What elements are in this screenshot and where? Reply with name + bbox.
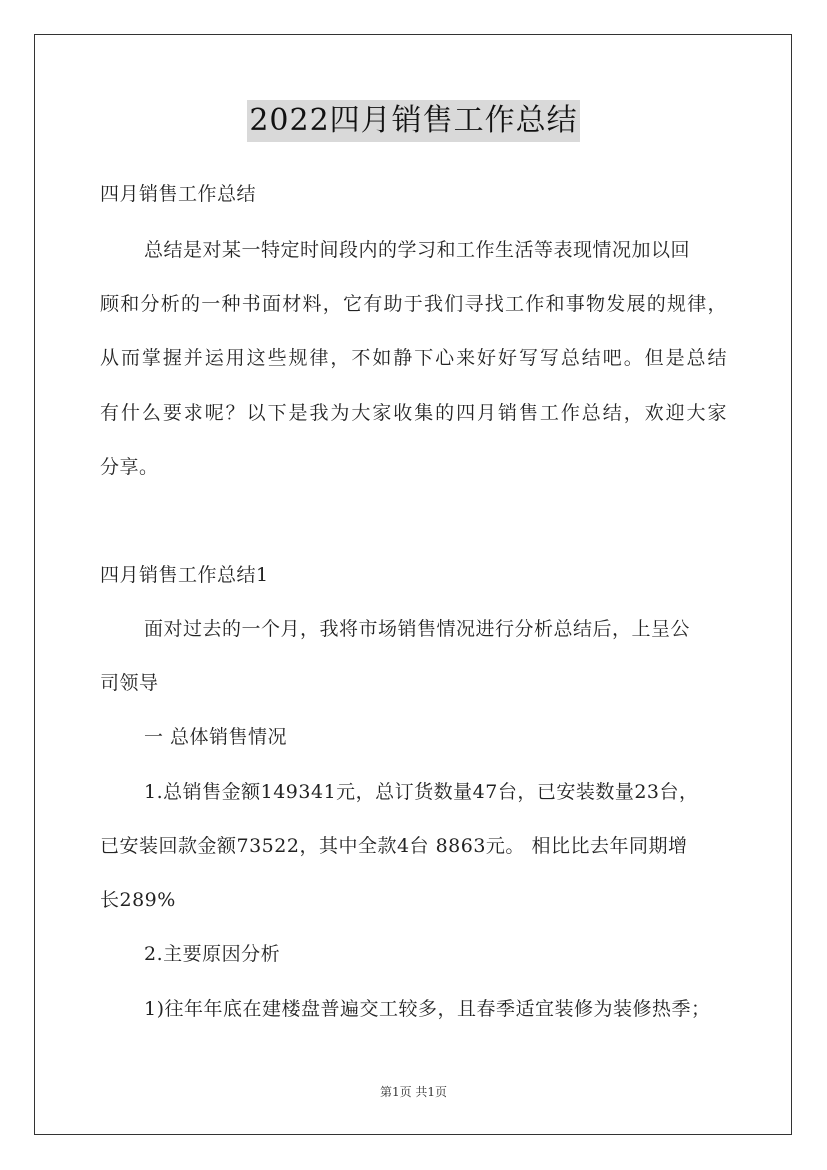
section-heading: 四月销售工作总结1 — [100, 564, 269, 586]
page-footer: 第1页 共1页 — [379, 1085, 448, 1099]
document-title-text: 2022四月销售工作总结 — [247, 100, 579, 142]
paragraph-line: 1)往年年底在建楼盘普遍交工较多，且春季适宜装修为装修热季； — [144, 998, 711, 1020]
paragraph-line: 顾和分析的一种书面材料，它有助于我们寻找工作和事物发展的规律， — [100, 293, 727, 315]
paragraph-line: 有什么要求呢？以下是我为大家收集的四月销售工作总结，欢迎大家 — [100, 402, 727, 424]
paragraph-line: 1.总销售金额149341元，总订货数量47台，已安装数量23台， — [144, 781, 699, 803]
paragraph-line: 面对过去的一个月，我将市场销售情况进行分析总结后，上呈公 — [144, 618, 691, 640]
section-heading: 四月销售工作总结 — [100, 183, 257, 205]
document-title — [0, 100, 827, 142]
paragraph-line: 长289% — [100, 889, 176, 911]
paragraph-line: 已安装回款金额73522，其中全款4台 8863元。 相比比去年同期增 — [100, 835, 688, 857]
paragraph-line: 从而掌握并运用这些规律，不如静下心来好好写写总结吧。但是总结 — [100, 347, 727, 369]
subheading: 一 总体销售情况 — [144, 726, 288, 748]
paragraph-line: 司领导 — [100, 672, 159, 694]
paragraph-line: 分享。 — [100, 456, 159, 478]
subheading: 2.主要原因分析 — [144, 943, 281, 965]
paragraph-line: 总结是对某一特定时间段内的学习和工作生活等表现情况加以回 — [144, 239, 691, 261]
